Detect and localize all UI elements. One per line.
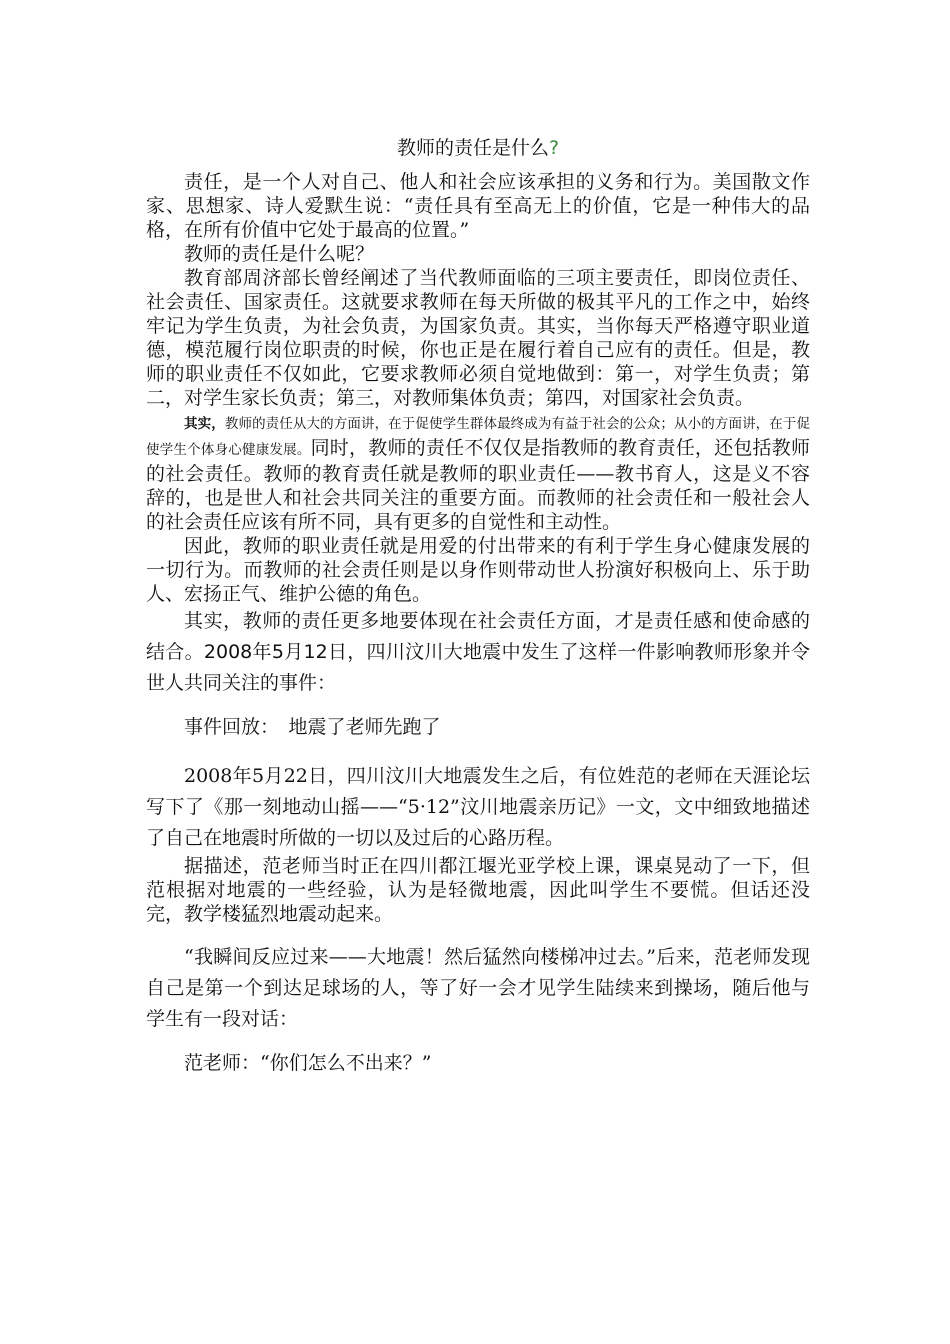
small-text: 教师的责任从大的方面讲，在于促使学生群体最终成为有益于社会的公众；从小的方面讲，在于促使学生个体身心健康发展。 [146,416,811,458]
paragraph-earthquake-intro [146,606,810,699]
paragraph-forum-post [146,761,810,854]
small-lead-bold: 其实， [184,416,225,432]
forum-post-date: 2008年5月22日 [184,765,328,787]
intro-text-end: ，四川汶川大地震中发生了这样一件影响教师形象并令世人共同关注的事件： [146,641,810,694]
intro-date: 2008年5月12日 [203,641,348,663]
document-page [146,134,810,1075]
title-question-mark: ? [548,137,560,159]
paragraph-teacher-duty [146,410,810,534]
title-text: 教师的责任是什么 [396,137,549,159]
paragraph-responsibility-definition: 责任，是一个人对自己、他人和社会应该承担的义务和行为。美国散文作家、思想家、诗人爱默生说：“责任具有至高无上的价值，它是一种伟大的品格，在所有价值中它处于最高的位置。” [146,171,810,241]
paragraph-three-responsibilities: 教育部周济部长曾经阐述了当代教师面临的三项主要责任，即岗位责任、社会责任、国家责任。这就要求教师在每天所做的极其平凡的工作之中，始终牢记为学生负责，为社会负责，为国家负责。其实，当你每天严格遵守职业道德，模范履行岗位职责的时候，你也正是在履行着自己应有的责任。但是，教师的职业责任不仅如此，它要求教师必须自觉地做到：第一，对学生负责；第二，对学生家长负责；第三，对教师集体负责；第四，对国家社会负责。 [146,267,810,409]
intro-text: 其实，教师的责任更多地要体现在社会责任方面，才是责任感和使命感的结合。 [146,610,810,663]
paragraph-classroom-description: 据描述，范老师当时正在四川都江堰光亚学校上课，课桌晃动了一下，但范根据对地震的一些经验，认为是轻微地震，因此叫学生不要慌。但话还没完，教学楼猛烈地震动起来。 [146,855,810,925]
paragraph-dialogue: 范老师：“你们怎么不出来？” [184,1052,432,1074]
paragraph-professional-responsibility: 因此，教师的职业责任就是用爱的付出带来的有利于学生身心健康发展的一切行为。而教师的社会责任则是以身作则带动世人扮演好积极向上、乐于助人、宏扬正气、维护公德的角色。 [146,535,810,605]
paragraph-teacher-duty-rest: 同时，教师的责任不仅仅是指教师的教育责任，还包括教师的社会责任。教师的教育责任就是教师的职业责任——教书育人，这是义不容辞的，也是世人和社会共同关注的重要方面。而教师的社会责任和一般社会人的社会责任应该有所不同，具有更多的自觉性和主动性。 [146,437,810,533]
paragraph-teacher-quote: “我瞬间反应过来——大地震！然后猛然向楼梯冲过去。”后来，范老师发现自己是第一个到达足球场的人，等了好一会才见学生陆续来到操场，随后他与学生有一段对话： [146,946,810,1030]
document-title [146,134,810,162]
paragraph-question: 教师的责任是什么呢？ [184,243,375,265]
forum-post-text: ，四川汶川大地震发生之后，有位姓范的老师在天涯论坛写下了《那一刻地动山摇——“5·12”汶川地震亲历记》一文，文中细致地描述了自己在地震时所做的一切以及过后的心路历程。 [146,765,810,849]
paragraph-event-replay: 事件回放： 地震了老师先跑了 [184,716,441,738]
